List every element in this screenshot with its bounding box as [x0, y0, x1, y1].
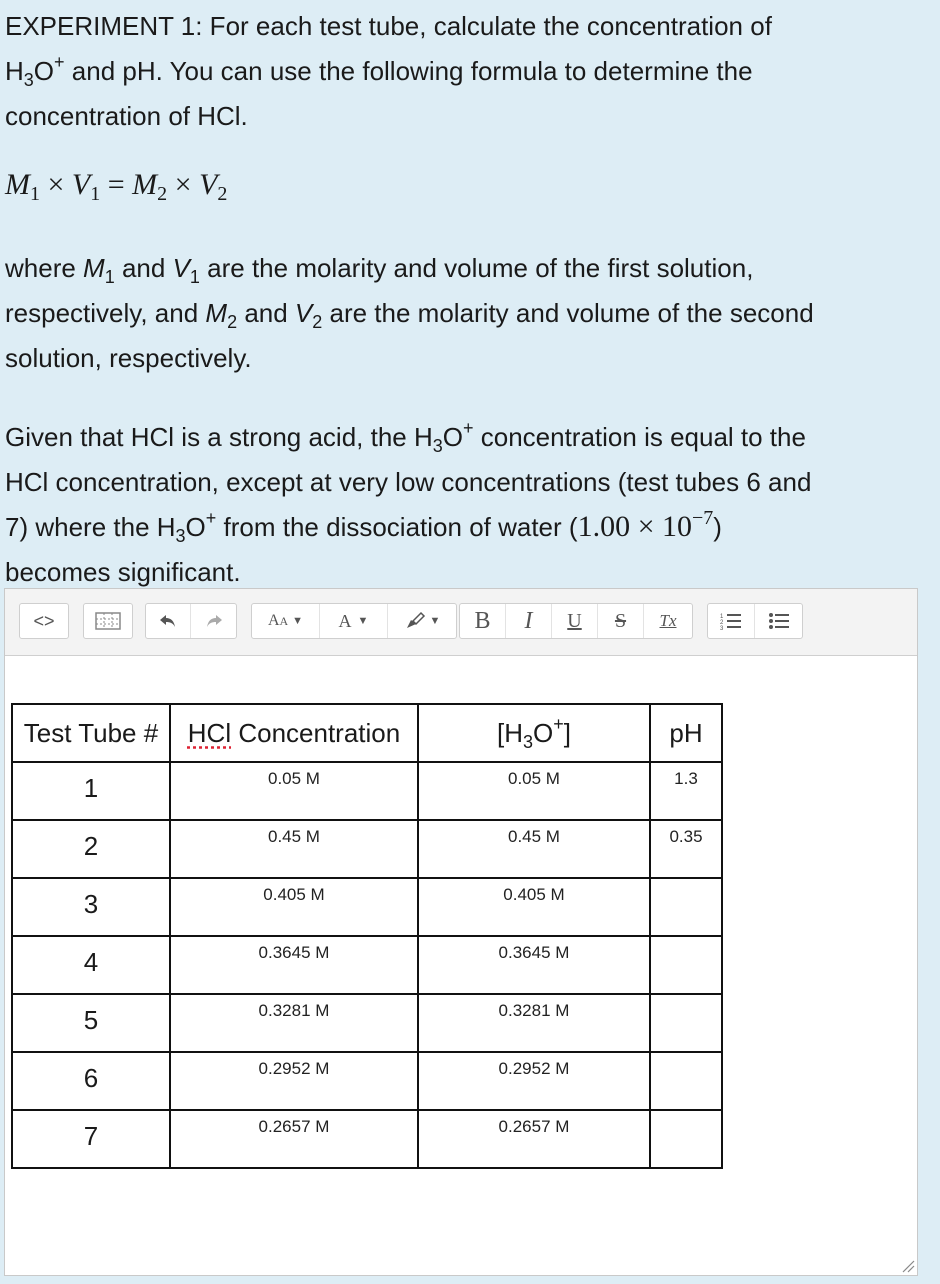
cell-test-tube[interactable]: 6 [12, 1052, 170, 1110]
where-line-2: respectively, and $M_2$ and $V_2$ are the molarity and volume of the second [5, 298, 814, 332]
cell-hcl[interactable]: 0.2657 M [170, 1110, 418, 1168]
table-row [12, 936, 722, 994]
underline-button[interactable]: U [552, 604, 598, 638]
cell-test-tube[interactable]: 2 [12, 820, 170, 878]
source-code-button[interactable]: <> [33, 610, 55, 631]
where-line-1: where $M_1$ and $V_1$ are the molarity and volume of the first solution, [5, 253, 754, 287]
redo-icon [204, 612, 224, 630]
cell-ph[interactable] [650, 1052, 722, 1110]
italic-button[interactable]: I [506, 604, 552, 638]
cell-ph[interactable] [650, 994, 722, 1052]
list-group [707, 603, 803, 639]
svg-text:3: 3 [720, 626, 724, 631]
header-hcl-concentration[interactable]: HCl Concentration [170, 704, 418, 762]
cell-hcl[interactable]: 0.05 M [170, 762, 418, 820]
cell-h3o[interactable]: 0.3645 M [418, 936, 650, 994]
given-line-3: 7) where the $H_3O^+$ from the dissociation of water $(1.00 \times 10^{-7})$ [5, 507, 722, 546]
table-row [12, 878, 722, 936]
table-icon [95, 611, 121, 631]
table-group [83, 603, 133, 639]
cell-h3o[interactable]: 0.2657 M [418, 1110, 650, 1168]
cell-ph[interactable] [650, 878, 722, 936]
font-color-dropdown[interactable]: A ▼ [320, 604, 388, 638]
where-paragraph [5, 250, 905, 376]
cell-h3o[interactable]: 0.405 M [418, 878, 650, 936]
cell-test-tube[interactable]: 4 [12, 936, 170, 994]
question-text [5, 8, 905, 134]
numbered-list-icon [720, 611, 742, 631]
editor-toolbar [5, 589, 917, 656]
cell-h3o[interactable]: 0.05 M [418, 762, 650, 820]
style-group [459, 603, 693, 639]
header-test-tube[interactable]: Test Tube # [12, 704, 170, 762]
font-size-dropdown[interactable]: A A ▼ [252, 604, 320, 638]
cell-test-tube[interactable]: 1 [12, 762, 170, 820]
undo-icon [158, 612, 178, 630]
svg-text:1: 1 [720, 614, 724, 620]
redo-button[interactable] [191, 604, 236, 638]
cell-h3o[interactable]: 0.3281 M [418, 994, 650, 1052]
intro-line-3: concentration of HCl. [5, 101, 248, 131]
table-row [12, 994, 722, 1052]
chevron-down-icon: ▼ [292, 615, 304, 627]
table-row [12, 762, 722, 820]
given-line-4: becomes significant. [5, 557, 241, 587]
results-table[interactable] [11, 703, 723, 1169]
header-h3o[interactable]: $[H_3O^+]$ [418, 704, 650, 762]
highlight-dropdown[interactable] [388, 604, 456, 638]
cell-ph[interactable] [650, 1110, 722, 1168]
cell-hcl[interactable]: 0.3645 M [170, 936, 418, 994]
given-line-1: Given that HCl is a strong acid, the $H_3O^+$ concentration is equal to the [5, 418, 806, 456]
undo-button[interactable] [146, 604, 191, 638]
bullet-list-button[interactable] [755, 604, 802, 638]
intro-line-1: EXPERIMENT 1: For each test tube, calculate the concentration of [5, 11, 772, 41]
table-row [12, 1052, 722, 1110]
cell-test-tube[interactable]: 3 [12, 878, 170, 936]
cell-hcl[interactable]: 0.3281 M [170, 994, 418, 1052]
header-ph[interactable]: pH [650, 704, 722, 762]
cell-test-tube[interactable]: 7 [12, 1110, 170, 1168]
dilution-equation: $M_1 \times V_1 = M_2 \times V_2$ [5, 168, 228, 205]
where-line-3: solution, respectively. [5, 343, 252, 373]
cell-hcl[interactable]: 0.405 M [170, 878, 418, 936]
chevron-down-icon: ▼ [357, 615, 369, 627]
resize-handle-icon[interactable] [901, 1259, 915, 1273]
bullet-list-icon [768, 611, 790, 631]
cell-hcl[interactable]: 0.2952 M [170, 1052, 418, 1110]
table-header-row [12, 704, 722, 762]
answer-editor[interactable] [4, 588, 918, 1276]
table-button[interactable] [84, 604, 132, 638]
numbered-list-button[interactable] [708, 604, 755, 638]
source-group [19, 603, 69, 639]
given-line-2: HCl concentration, except at very low concentrations (test tubes 6 and [5, 467, 812, 497]
format-group [251, 603, 457, 639]
cell-hcl[interactable]: 0.45 M [170, 820, 418, 878]
history-group [145, 603, 237, 639]
cell-ph[interactable]: 1.3 [650, 762, 722, 820]
strikethrough-button[interactable]: S [598, 604, 644, 638]
cell-ph[interactable] [650, 936, 722, 994]
cell-h3o[interactable]: 0.45 M [418, 820, 650, 878]
cell-test-tube[interactable]: 5 [12, 994, 170, 1052]
table-row [12, 1110, 722, 1168]
bold-button[interactable]: B [460, 604, 506, 638]
table-row [12, 820, 722, 878]
cell-ph[interactable]: 0.35 [650, 820, 722, 878]
intro-line-2: $H_3O^+$ and pH. You can use the following formula to determine the [5, 52, 753, 90]
chevron-down-icon: ▼ [429, 615, 441, 627]
highlighter-icon [404, 611, 428, 631]
clear-formatting-button[interactable]: Tx [659, 611, 677, 630]
svg-text:2: 2 [720, 620, 724, 626]
cell-h3o[interactable]: 0.2952 M [418, 1052, 650, 1110]
given-paragraph [5, 410, 905, 590]
